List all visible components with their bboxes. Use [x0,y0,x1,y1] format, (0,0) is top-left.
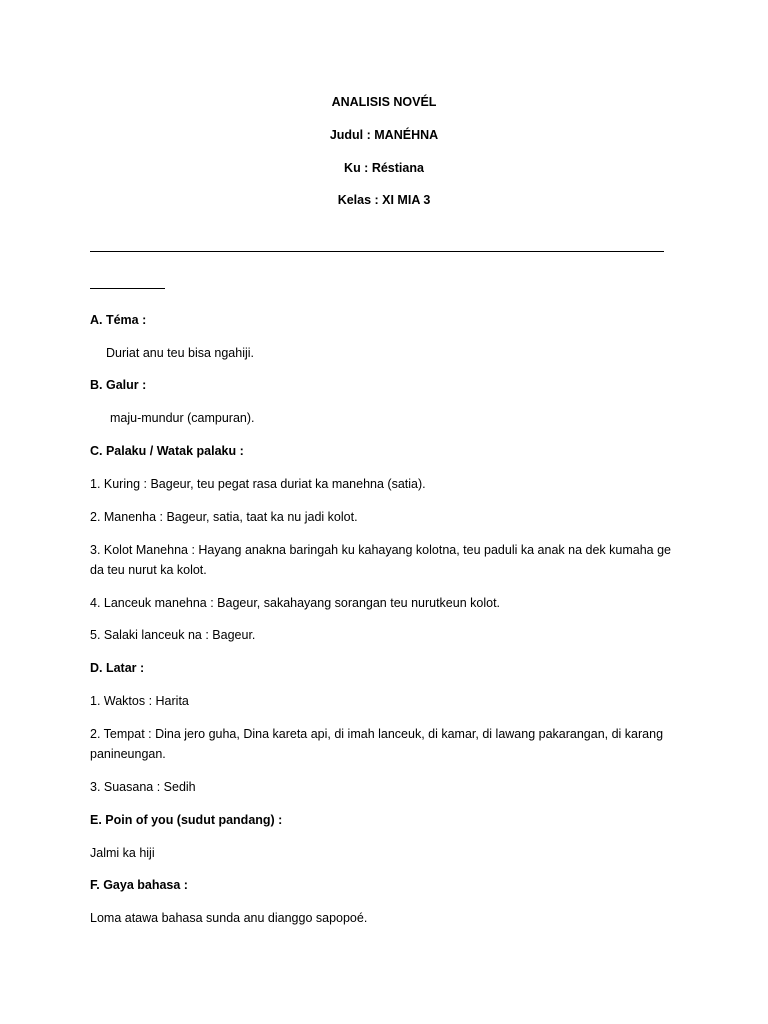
section-heading-poin: E. Poin of you (sudut pandang) : [90,813,283,827]
section-heading-palaku: C. Palaku / Watak palaku : [90,444,244,458]
section-heading-latar: D. Latar : [90,661,145,675]
divider-line [90,251,664,252]
section-body-gaya: Loma atawa bahasa sunda anu dianggo sapopoé. [90,911,368,925]
list-item-continuation: panineungan. [90,747,166,761]
document-title: ANALISIS NOVÉL [331,95,437,109]
list-item: 2. Manenha : Bageur, satia, taat ka nu jadi kolot. [90,510,358,524]
section-body-poin: Jalmi ka hiji [90,846,155,860]
author: Ku : Réstiana [344,161,424,175]
list-item: 1. Waktos : Harita [90,694,189,708]
section-body-galur: maju-mundur (campuran). [110,411,255,425]
list-item: 1. Kuring : Bageur, teu pegat rasa duriat ka manehna (satia). [90,477,426,491]
list-item-continuation: da teu nurut ka kolot. [90,563,207,577]
section-heading-tema: A. Téma : [90,313,147,327]
divider-line-short [90,288,165,289]
section-heading-gaya: F. Gaya bahasa : [90,878,188,892]
list-item: 3. Suasana : Sedih [90,780,196,794]
list-item: 5. Salaki lanceuk na : Bageur. [90,628,256,642]
list-item: 4. Lanceuk manehna : Bageur, sakahayang sorangan teu nurutkeun kolot. [90,596,501,610]
list-item: 2. Tempat : Dina jero guha, Dina kareta api, di imah lanceuk, di kamar, di lawang pakarangan, di karang [90,727,664,741]
section-heading-galur: B. Galur : [90,378,147,392]
class-info: Kelas : XI MIA 3 [337,193,431,207]
novel-title: Judul : MANÉHNA [329,128,439,142]
section-body-tema: Duriat anu teu bisa ngahiji. [106,346,255,360]
list-item: 3. Kolot Manehna : Hayang anakna baringah ku kahayang kolotna, teu paduli ka anak na dek kumaha ge [90,543,671,557]
